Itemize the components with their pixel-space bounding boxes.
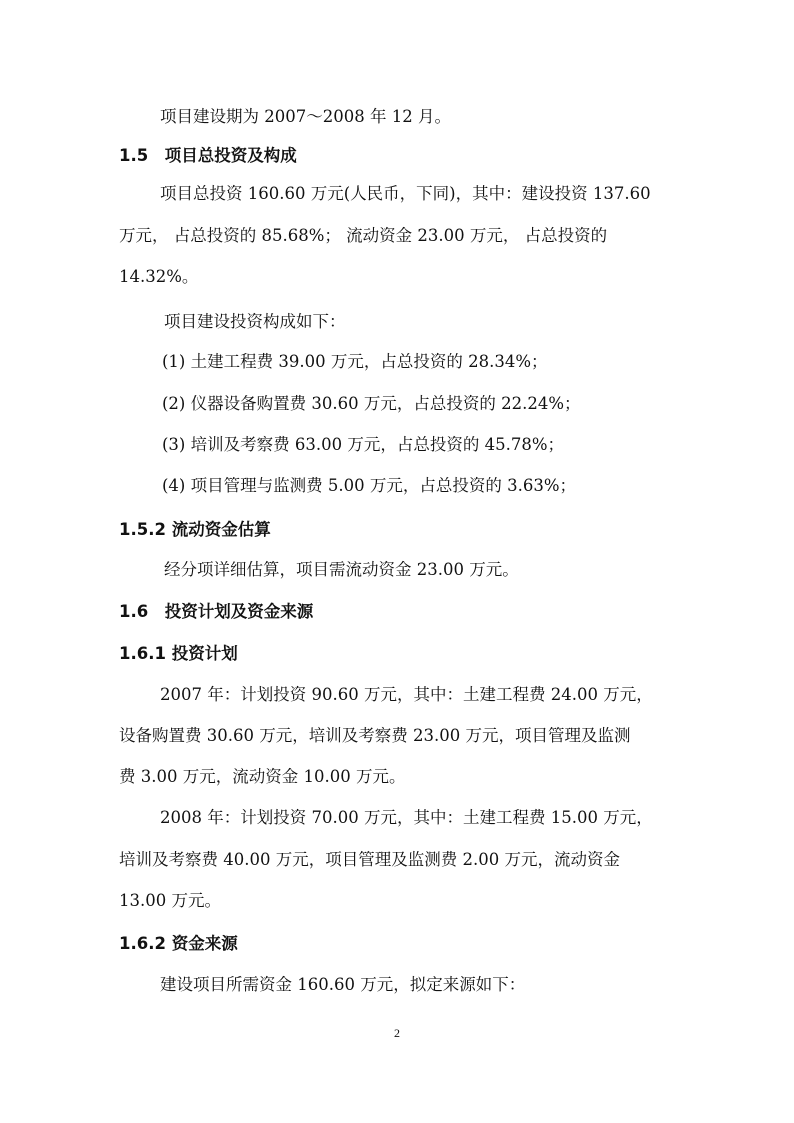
list-item-1: (1) 土建工程费 39.00 万元，占总投资的 28.34%；: [162, 352, 548, 371]
paragraph-plan-2008-line2: 培训及考察费 40.00 万元，项目管理及监测费 2.00 万元，流动资金: [119, 850, 620, 869]
paragraph-plan-2008-line3: 13.00 万元。: [119, 891, 221, 910]
heading-1-6: 1.6 投资计划及资金来源: [119, 602, 314, 621]
page-number: 2: [394, 1026, 400, 1040]
paragraph-plan-2007-line2: 设备购置费 30.60 万元，培训及考察费 23.00 万元，项目管理及监测: [119, 726, 631, 745]
heading-1-5-2: 1.5.2 流动资金估算: [119, 520, 271, 539]
paragraph-plan-2007-line3: 费 3.00 万元，流动资金 10.00 万元。: [119, 767, 406, 786]
paragraph-composition-intro: 项目建设投资构成如下：: [164, 312, 346, 331]
paragraph-plan-2007-line1: 2007 年：计划投资 90.60 万元，其中：土建工程费 24.00 万元，: [160, 685, 653, 704]
list-item-2: (2) 仪器设备购置费 30.60 万元，占总投资的 22.24%；: [162, 394, 581, 413]
heading-1-6-2: 1.6.2 资金来源: [119, 934, 238, 953]
paragraph-construction-period: 项目建设期为 2007～2008 年 12 月。: [160, 107, 451, 126]
heading-1-6-1: 1.6.1 投资计划: [119, 644, 238, 663]
list-item-3: (3) 培训及考察费 63.00 万元，占总投资的 45.78%；: [162, 435, 565, 454]
paragraph-working-capital: 经分项详细估算，项目需流动资金 23.00 万元。: [164, 560, 519, 579]
paragraph-plan-2008-line1: 2008 年：计划投资 70.00 万元，其中：土建工程费 15.00 万元，: [160, 808, 653, 827]
heading-1-5: 1.5 项目总投资及构成: [119, 146, 297, 165]
paragraph-total-investment-line3: 14.32%。: [119, 267, 199, 286]
paragraph-total-investment-line2: 万元， 占总投资的 85.68%； 流动资金 23.00 万元， 占总投资的: [119, 226, 608, 245]
paragraph-total-investment-line1: 项目总投资 160.60 万元(人民币，下同)，其中：建设投资 137.60: [160, 184, 651, 203]
paragraph-funding-source: 建设项目所需资金 160.60 万元，拟定来源如下：: [160, 975, 526, 994]
list-item-4: (4) 项目管理与监测费 5.00 万元，占总投资的 3.63%；: [162, 476, 577, 495]
